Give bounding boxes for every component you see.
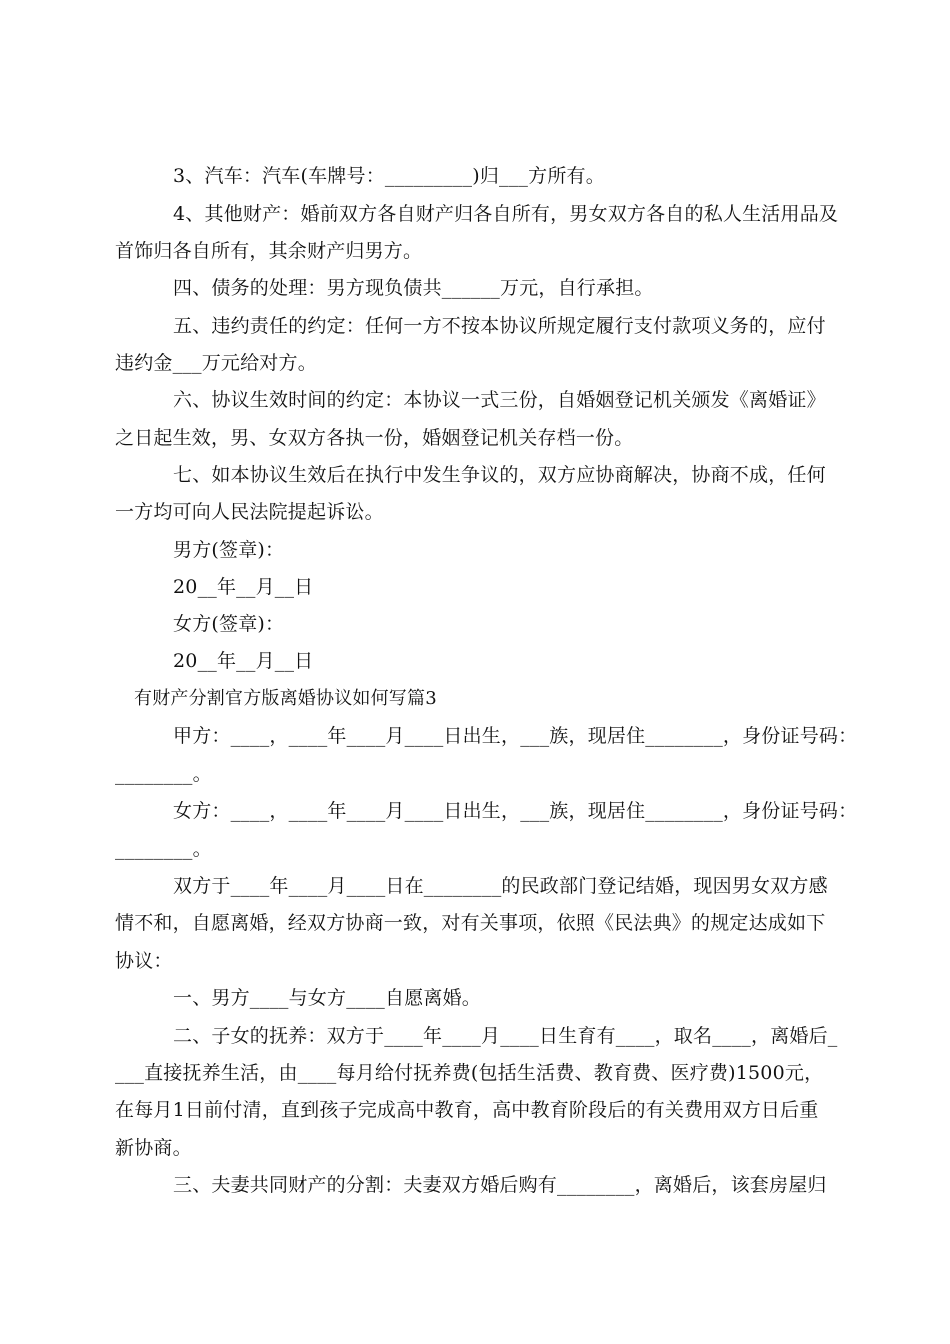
text-line: 七、如本协议生效后在执行中发生争议的，双方应协商解决，协商不成，任何 xyxy=(173,464,826,486)
text-line: 二、子女的抚养：双方于____年____月____日生育有____，取名____，离婚后_ xyxy=(173,1025,838,1047)
text-line: 四、债务的处理：男方现负债共______万元，自行承担。 xyxy=(173,277,654,299)
signature-line-female: 女方(签章)： xyxy=(173,613,285,635)
text-line: 在每月1日前付清，直到孩子完成高中教育，高中教育阶段后的有关费用双方日后重 xyxy=(115,1099,819,1121)
date-line: 20__年__月__日 xyxy=(173,650,314,672)
text-line: 三、夫妻共同财产的分割：夫妻双方婚后购有________，离婚后，该套房屋归 xyxy=(173,1174,827,1196)
text-line: ________。 xyxy=(115,838,212,860)
text-line: 一、男方____与女方____自愿离婚。 xyxy=(173,987,482,1009)
text-line: 五、违约责任的约定：任何一方不按本协议所规定履行支付款项义务的，应付 xyxy=(173,315,826,337)
text-line: 4、其他财产：婚前双方各自财产归各自所有，男女双方各自的私人生活用品及 xyxy=(173,203,839,225)
text-line: ___直接抚养生活，由____每月给付抚养费(包括生活费、教育费、医疗费)1500元， xyxy=(115,1062,824,1084)
text-line: 之日起生效，男、女双方各执一份，婚姻登记机关存档一份。 xyxy=(115,427,634,449)
text-line: 双方于____年____月____日在________的民政部门登记结婚，现因男女双方感 xyxy=(173,875,828,897)
text-line: 违约金___万元给对方。 xyxy=(115,352,317,374)
signature-line-male: 男方(签章)： xyxy=(173,539,285,561)
section-heading: 有财产分割官方版离婚协议如何写篇3 xyxy=(134,688,437,709)
text-line: ________。 xyxy=(115,763,212,785)
text-line: 一方均可向人民法院提起诉讼。 xyxy=(115,501,384,523)
text-line: 女方：____，____年____月____日出生，___族，现居住________，身份证号码： xyxy=(173,800,858,822)
text-line: 3、汽车：汽车(车牌号：_________)归___方所有。 xyxy=(173,165,605,187)
text-line: 协议： xyxy=(115,950,173,972)
text-line: 甲方：____，____年____月____日出生，___族，现居住________，身份证号码： xyxy=(173,725,858,747)
text-line: 新协商。 xyxy=(115,1137,192,1159)
text-line: 情不和，自愿离婚，经双方协商一致，对有关事项，依照《民法典》的规定达成如下 xyxy=(115,912,826,934)
date-line: 20__年__月__日 xyxy=(173,576,314,598)
text-line: 六、协议生效时间的约定：本协议一式三份，自婚姻登记机关颁发《离婚证》 xyxy=(173,389,826,411)
text-line: 首饰归各自所有，其余财产归男方。 xyxy=(115,240,423,262)
